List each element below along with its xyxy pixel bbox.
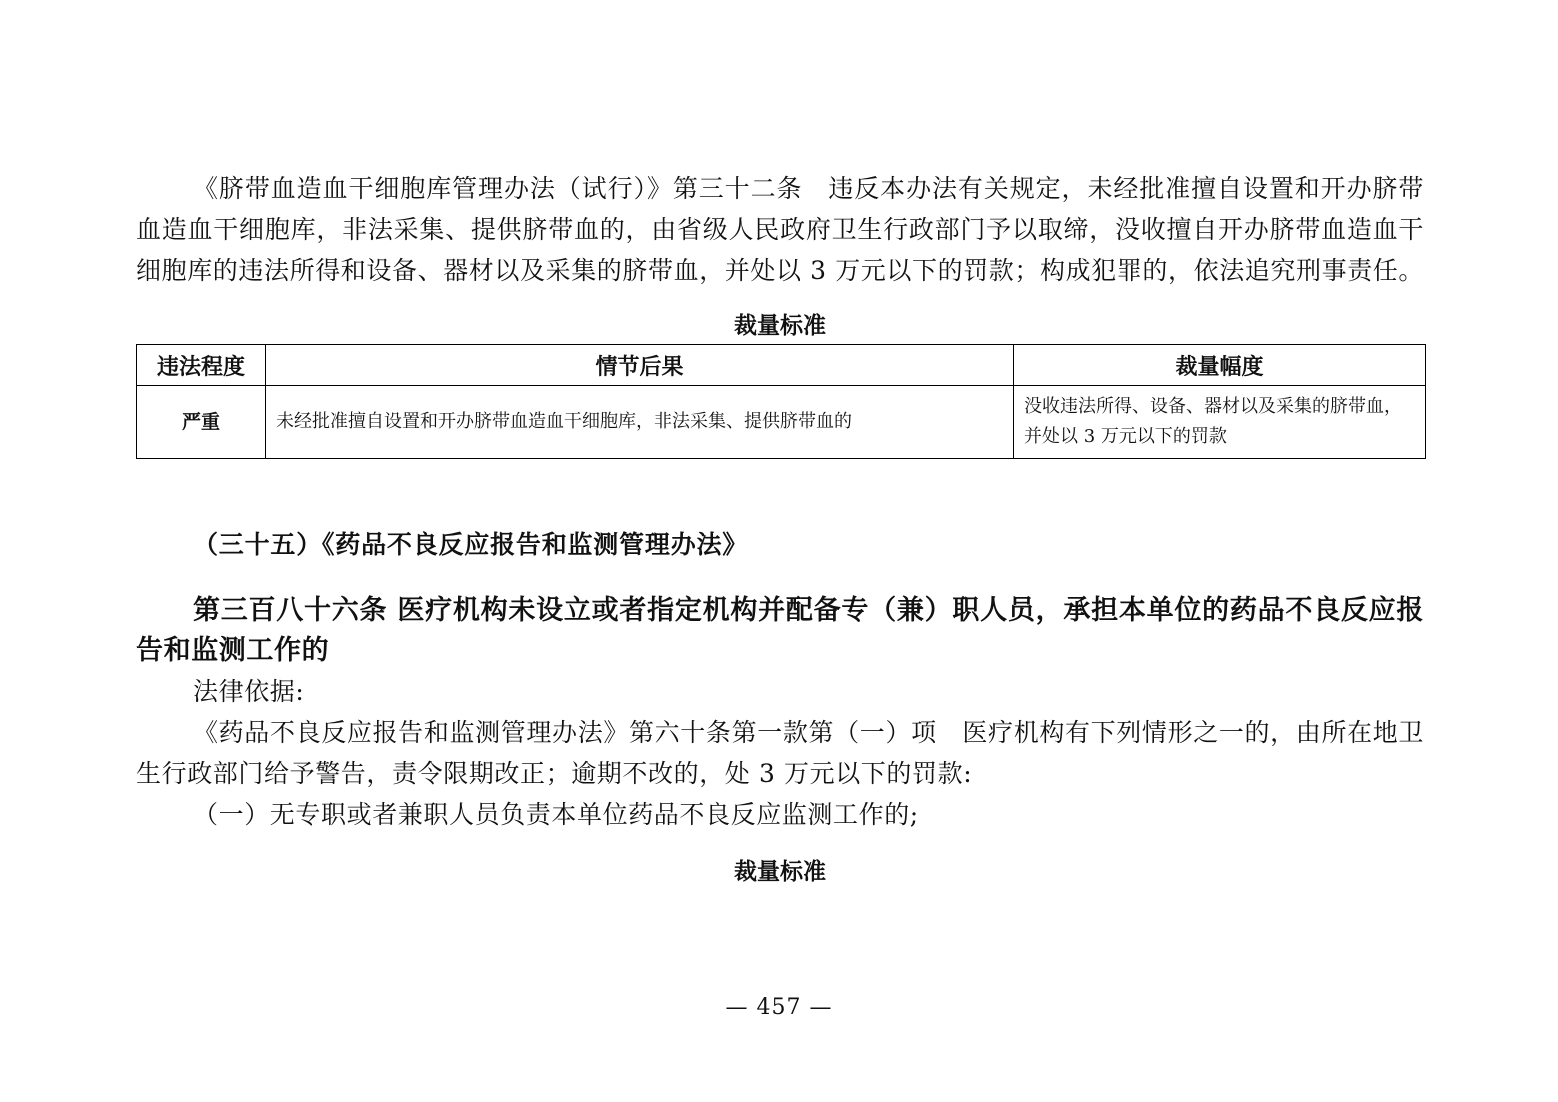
article-386-citation: 《药品不良反应报告和监测管理办法》第六十条第一款第（一）项 <box>193 718 937 747</box>
section-heading: （三十五）《药品不良反应报告和监测管理办法》 <box>193 530 749 559</box>
page-number: — 457 — <box>725 995 833 1020</box>
table-2-title: 裁量标准 <box>734 859 826 885</box>
article-32-citation: 《脐带血造血干细胞库管理办法（试行）》第三十二条 <box>193 174 803 203</box>
legal-basis-label: 法律依据: <box>193 677 305 706</box>
article-32-text: 违反本办法有关规定，未经批准擅自设置和开办脐带血造血干细胞库，非法采集、提供脐带血的，由省级人民政府卫生行政部门予以取缔，没收擅自开办脐带血造血干细胞库的违法所得和设备、器材以及采集的脐带血，并处以 3 万元以下的罚款；构成犯罪的，依法追究刑事责任。 <box>136 174 1425 285</box>
table-header-row <box>137 345 1426 386</box>
table-row <box>137 386 1426 459</box>
article-386-text: 医疗机构有下列情形之一的，由所在地卫生行政部门给予警告，责令限期改正；逾期不改的，处 3 万元以下的罚款: <box>136 718 1424 788</box>
cell-discretion-range: 没收违法所得、设备、器材以及采集的脐带血，并处以 3 万元以下的罚款 <box>1014 386 1426 459</box>
cell-circumstance: 未经批准擅自设置和开办脐带血造血干细胞库，非法采集、提供脐带血的 <box>266 386 1014 459</box>
article-386-heading: 第三百八十六条 医疗机构未设立或者指定机构并配备专（兼）职人员，承担本单位的药品不良反应报告和监测工作的 <box>136 595 1424 666</box>
column-header-discretion-range: 裁量幅度 <box>1014 345 1426 386</box>
cell-violation-degree: 严重 <box>137 386 266 459</box>
column-header-violation-degree: 违法程度 <box>137 345 266 386</box>
document-page <box>136 168 1424 887</box>
table-1-title: 裁量标准 <box>734 313 826 339</box>
column-header-circumstance: 情节后果 <box>266 345 1014 386</box>
article-32-paragraph <box>136 168 1424 291</box>
article-386-paragraph <box>136 712 1424 794</box>
article-386-item-1: （一）无专职或者兼职人员负责本单位药品不良反应监测工作的; <box>193 800 919 829</box>
discretion-standard-table-1 <box>136 344 1426 459</box>
